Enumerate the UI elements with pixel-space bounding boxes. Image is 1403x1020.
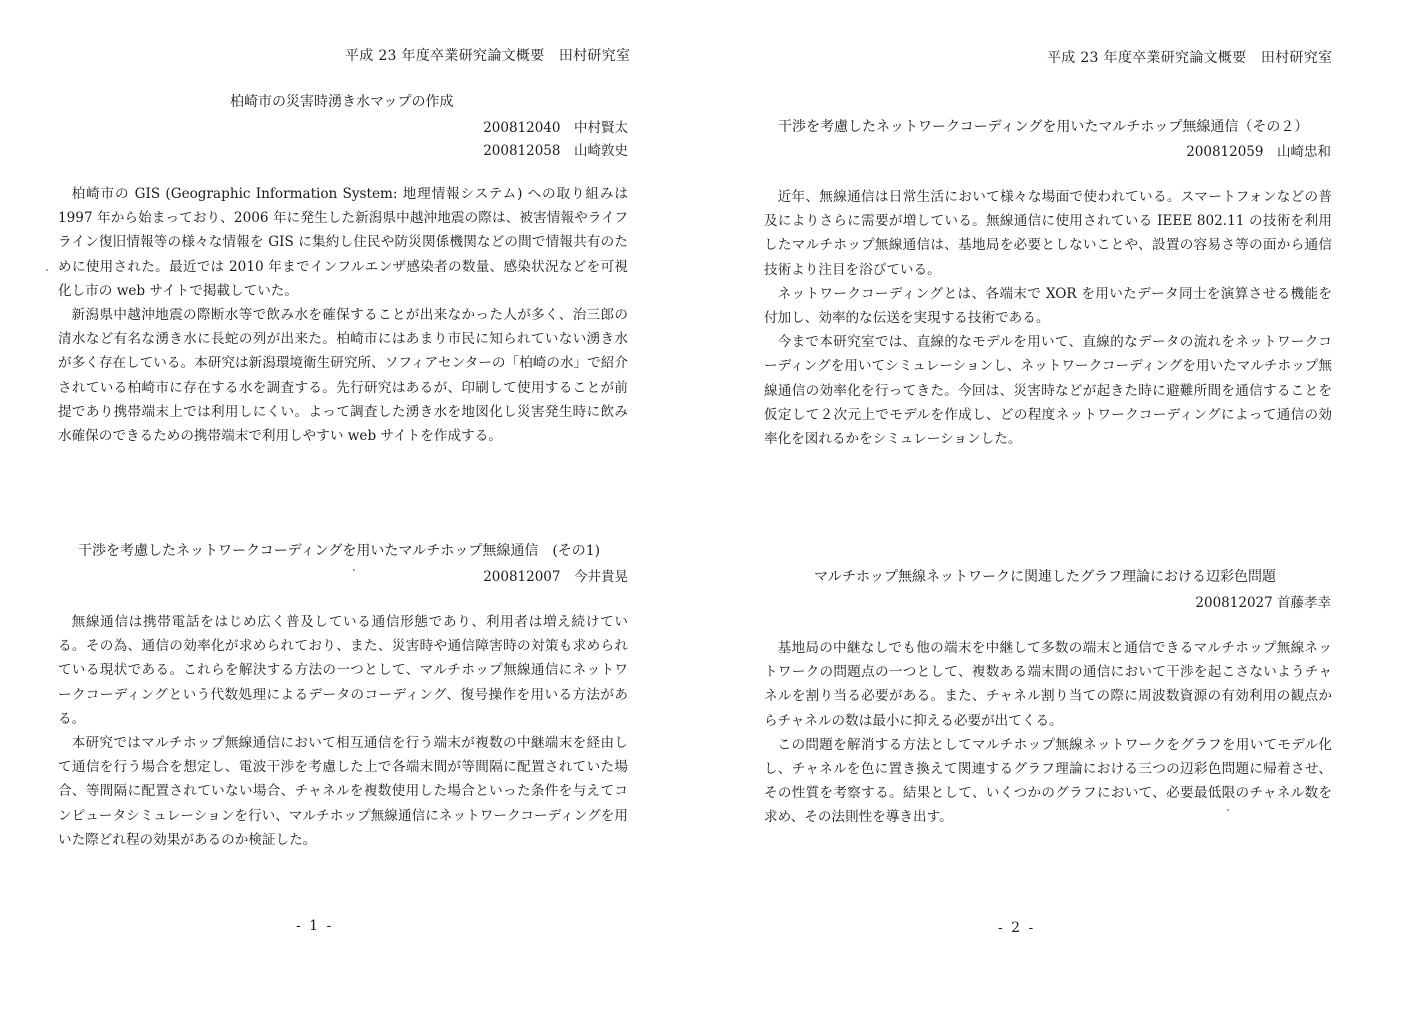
paragraph: 無線通信は携帯電話をはじめ広く普及している通信形態であり、利用者は増え続けている。その為、通信の効率化が求められており、また、災害時や通信障害時の対策も求められている現状である。これらを解決する方法の一つとして、マルチホップ無線通信にネットワークコーディングという代数処理によるデータのコーディング、復号操作を用いる方法がある。 bbox=[58, 614, 628, 727]
scan-speck bbox=[353, 569, 355, 571]
article-title: 柏崎市の災害時湧き水マップの作成 bbox=[230, 94, 454, 110]
author-line: 200812058 山崎敦史 bbox=[483, 143, 628, 159]
page-number: - 2 - bbox=[998, 920, 1036, 936]
paragraph: 近年、無線通信は日常生活において様々な場面で使われている。スマートフォンなどの普及によりさらに需要が増している。無線通信に使用されている IEEE 802.11 の技術を利用したマルチホップ無線通信は、基地局を必要としないことや、設置の容易さ等の面から通信技術より注目を浴びている。 bbox=[764, 189, 1332, 278]
page-number: - 1 - bbox=[296, 918, 334, 934]
scan-speck bbox=[46, 269, 48, 271]
paragraph: 今まで本研究室では、直線的なモデルを用いて、直線的なデータの流れをネットワークコーディングを用いてシミュレーションし、ネットワークコーディングを用いたマルチホップ無線通信の効率化を行ってきた。今回は、災害時などが起きた時に避難所間を通信することを仮定して２次元上でモデルを作成し、どの程度ネットワークコーディングによって通信の効率化を図れるかをシミュレーションした。 bbox=[764, 334, 1332, 448]
paragraph: 新潟県中越沖地震の際断水等で飲み水を確保することが出来なかった人が多く、治三郎の清水など有名な湧き水に長蛇の列が出来た。柏崎市にはあまり市民に知られていない湧き水が多く存在している。本研究は新潟環境衛生研究所、ソフィアセンターの「柏崎の水」で紹介されている柏崎市に存在する水を調査する。先行研究はあるが、印刷して使用することが前提であり携帯端末上では利用しにくい。よって調査した湧き水を地図化し災害発生時に飲み水確保のできるための携帯端末で利用しやすい web サイトを作成する。 bbox=[58, 307, 628, 445]
article-title: 干渉を考慮したネットワークコーディングを用いたマルチホップ無線通信 (その1) bbox=[78, 543, 601, 559]
page-header: 平成 23 年度卒業研究論文概要 田村研究室 bbox=[1047, 50, 1333, 66]
article-body bbox=[764, 185, 1332, 451]
page-1 bbox=[0, 0, 700, 1020]
paragraph: 柏崎市の GIS (Geographic Information System: 地理情報システム) への取り組みは 1997 年から始まっており、2006 年に発生した新潟県中越沖地震の際は、被害情報やライフライン復旧情報等の様々な情報を GIS に集約し住民や防災関係機関などの間で情報共有のために使用された。最近では 2010 年までインフルエンザ感染者の数量、感染状況などを可視化し市の web サイトで掲載していた。 bbox=[58, 186, 628, 299]
article-title: マルチホップ無線ネットワークに関連したグラフ理論における辺彩色問題 bbox=[814, 569, 1276, 585]
author-line: 200812027 首藤孝幸 bbox=[1195, 595, 1331, 611]
paragraph: この問題を解消する方法としてマルチホップ無線ネットワークをグラフを用いてモデル化し、チャネルを色に置き換えて関連するグラフ理論における三つの辺彩色問題に帰着させ、その性質を考察する。結果として、いくつかのグラフにおいて、必要最低限のチャネル数を求め、その法則性を導き出す。 bbox=[764, 736, 1332, 826]
scan-speck bbox=[1227, 809, 1229, 811]
article-body bbox=[764, 636, 1332, 830]
page-header: 平成 23 年度卒業研究論文概要 田村研究室 bbox=[345, 48, 631, 64]
article-body bbox=[58, 182, 628, 448]
article-body bbox=[58, 610, 628, 852]
author-line: 200812040 中村賢太 bbox=[483, 120, 628, 136]
article-title: 干渉を考慮したネットワークコーディングを用いたマルチホップ無線通信（その２） bbox=[778, 119, 1309, 135]
paragraph: ネットワークコーディングとは、各端末で XOR を用いたデータ同士を演算させる機能を付加し、効率的な伝送を実現する技術である。 bbox=[764, 285, 1332, 327]
author-line: 200812059 山崎忠和 bbox=[1186, 144, 1331, 160]
paragraph: 本研究ではマルチホップ無線通信において相互通信を行う端末が複数の中継端末を経由して通信を行う場合を想定し、電波干渉を考慮した上で各端末間が等間隔に配置されていた場合、等間隔に配置されていない場合、チャネルを複数使用した場合といった条件を与えてコンピュータシミュレーションを行い、マルチホップ無線通信にネットワークコーディングを用いた際どれ程の効果があるのか検証した。 bbox=[58, 735, 628, 848]
author-line: 200812007 今井貴晃 bbox=[483, 569, 628, 585]
paragraph: 基地局の中継なしでも他の端末を中継して多数の端末と通信できるマルチホップ無線ネットワークの問題点の一つとして、複数ある端末間の通信において干渉を起こさないようチャネルを割り当る必要がある。また、チャネル割り当ての際に周波数資源の有効利用の観点からチャネルの数は最小に抑える必要が出てくる。 bbox=[764, 640, 1332, 729]
page-2 bbox=[702, 0, 1403, 1020]
